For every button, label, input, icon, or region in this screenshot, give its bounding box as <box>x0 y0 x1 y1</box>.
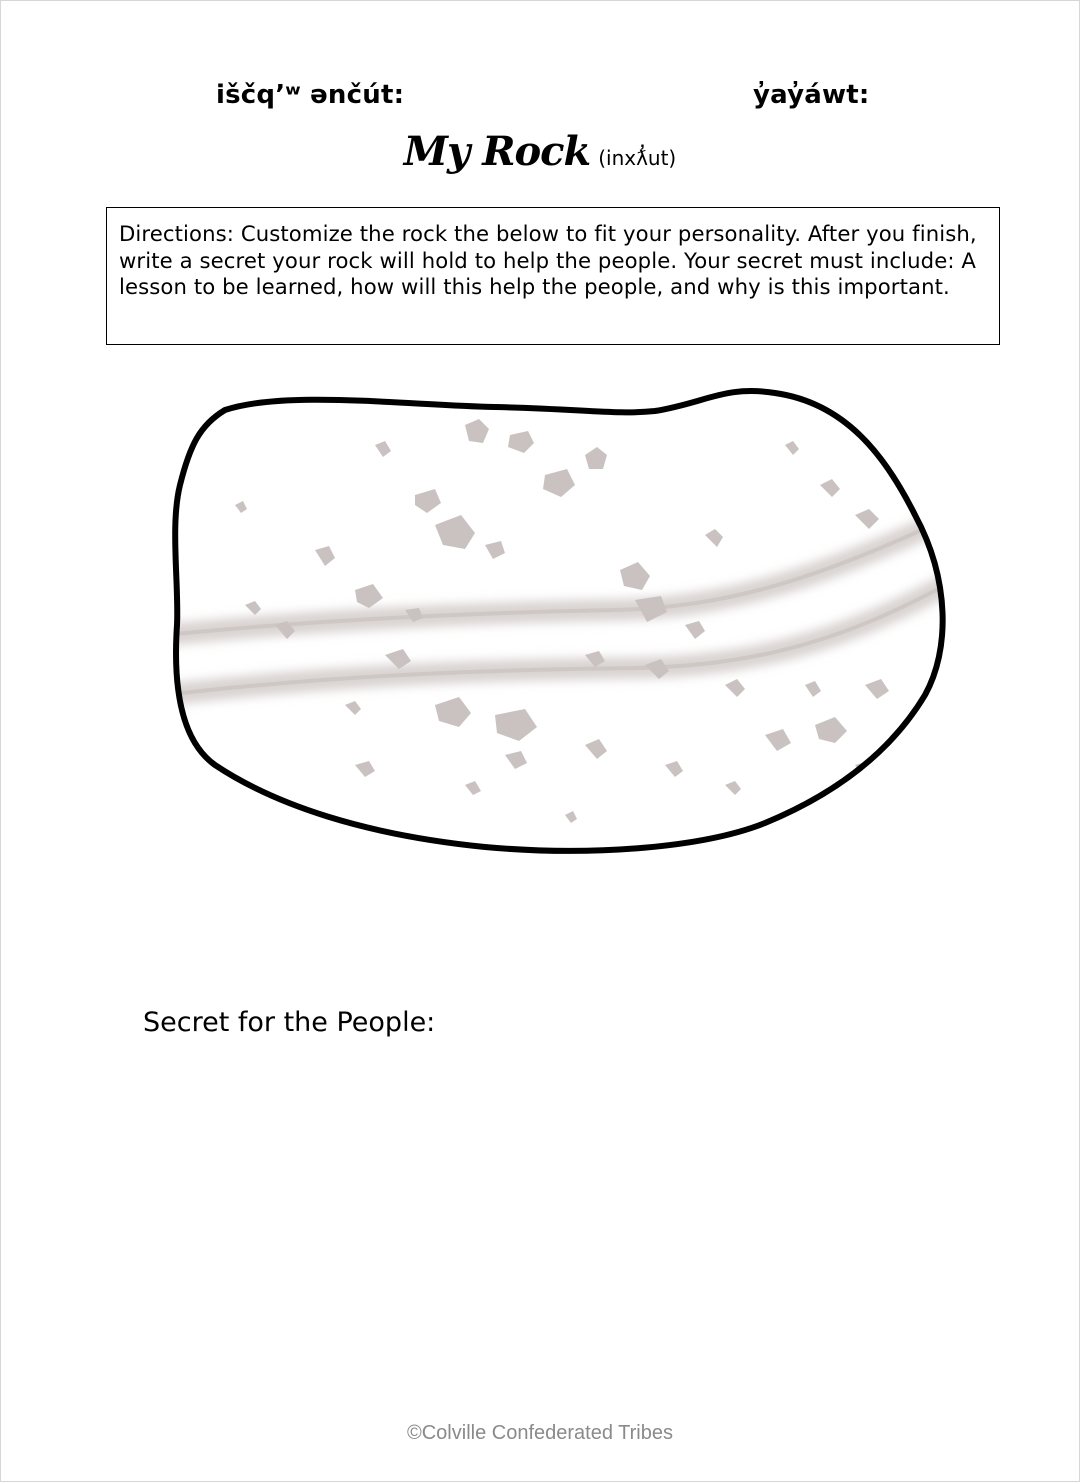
secret-label: Secret for the People: <box>143 1007 436 1038</box>
rock-drawing-icon[interactable] <box>165 385 955 865</box>
directions-box <box>106 207 1000 345</box>
title-subtitle: (inxƛ̓ut) <box>598 146 677 170</box>
footer-copyright: ©Colville Confederated Tribes <box>407 1422 673 1444</box>
title-main: My Rock <box>403 128 591 175</box>
name-label: iščq’ʷ ənčút: <box>216 80 405 110</box>
page-title <box>0 128 1080 175</box>
date-label: y̓ay̓áwt: <box>753 80 870 110</box>
directions-text: Directions: Customize the rock the below to fit your personality. After you finish, write a secret your rock will hold to help the people. Your secret must include: A lesson to be learned, how will this help the people, and why is this important. <box>119 221 977 299</box>
